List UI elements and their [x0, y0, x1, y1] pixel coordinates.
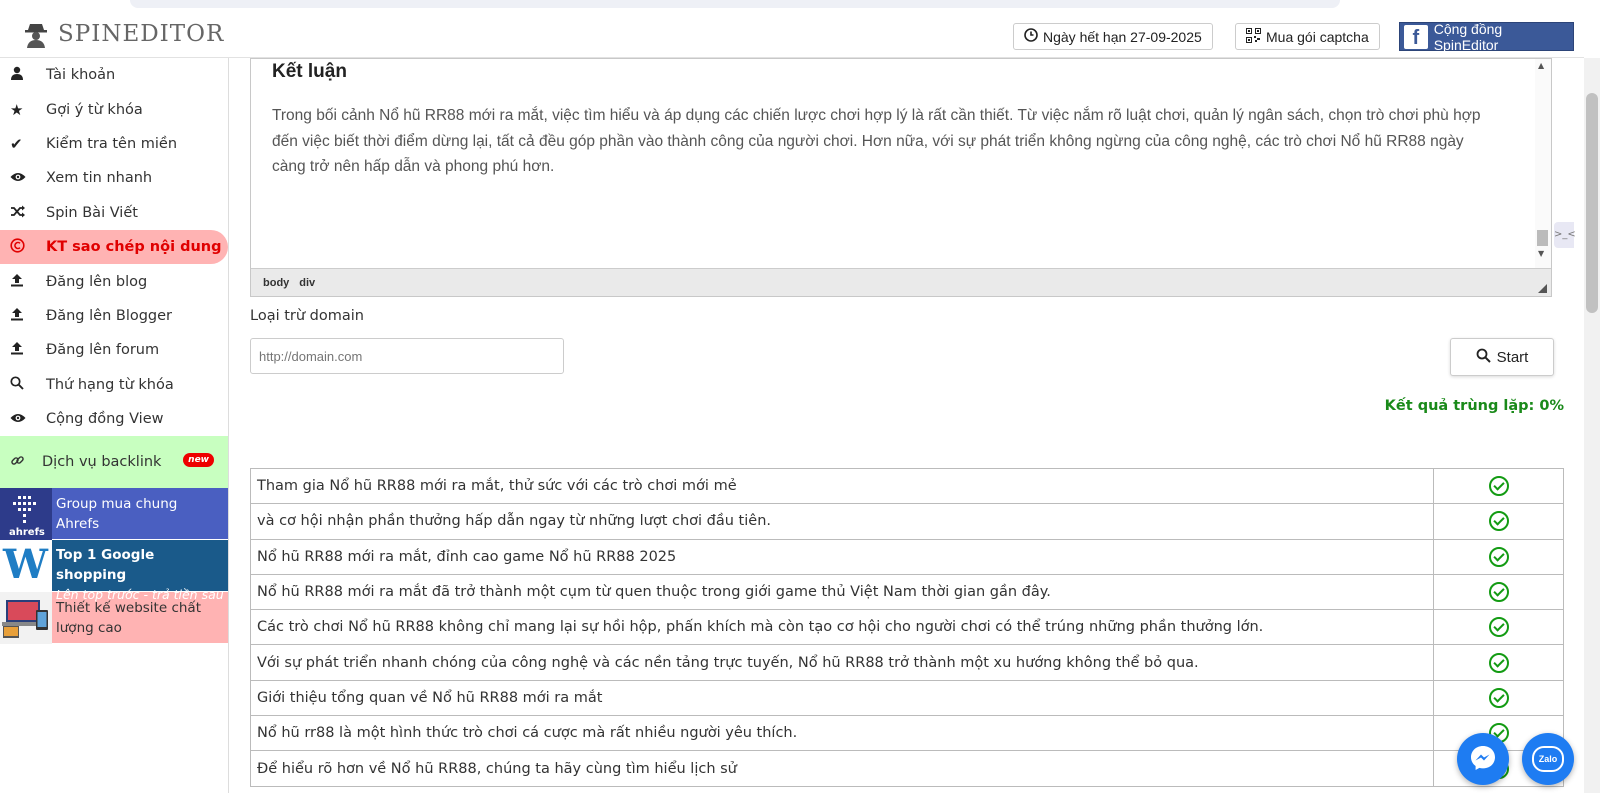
- sidebar-item-copy-check[interactable]: [0, 230, 228, 264]
- sidebar: [0, 58, 229, 793]
- sidebar-item-label: Spin Bài Viết: [46, 204, 138, 221]
- expiry-button[interactable]: [1013, 23, 1213, 50]
- top-header: [0, 14, 1584, 58]
- browser-top-strip: [0, 0, 1600, 14]
- promo-google-shopping[interactable]: [0, 540, 228, 603]
- sentence-cell: Với sự phát triển nhanh chóng của công nghệ và các nền tảng trực tuyến, Nổ hũ RR88 trở thành một xu hướng không thể bỏ qua.: [251, 645, 1434, 680]
- start-button[interactable]: [1450, 338, 1554, 376]
- zalo-button[interactable]: [1522, 733, 1574, 785]
- sidebar-item-label: Đăng lên Blogger: [46, 307, 173, 324]
- exclude-domain-input[interactable]: [250, 338, 564, 374]
- sidebar-item-post-blogger[interactable]: [0, 299, 228, 333]
- check-circle-icon: [1489, 582, 1509, 602]
- community-label: Cộng đồng SpinEditor: [1433, 20, 1503, 53]
- user-icon: [10, 66, 46, 84]
- sentence-cell: Để hiểu rõ hơn về Nổ hũ RR88, chúng ta hãy cùng tìm hiểu lịch sử: [251, 751, 1434, 786]
- captcha-label: Mua gói captcha: [1266, 28, 1369, 45]
- sentence-cell: Giới thiệu tổng quan về Nổ hũ RR88 mới ra mắt: [251, 680, 1434, 715]
- status-cell: [1434, 539, 1564, 574]
- check-circle-icon: [1489, 617, 1509, 637]
- expiry-label: Ngày hết hạn 27-09-2025: [1043, 28, 1202, 45]
- sidebar-item-label: Gợi ý từ khóa: [46, 101, 143, 118]
- facebook-icon: f: [1404, 25, 1428, 49]
- sentence-cell: Các trò chơi Nổ hũ RR88 không chỉ mang lại sự hồi hộp, phấn khích mà còn tạo cơ hội cho người chơi có thể trúng những phần thưởng lớn.: [251, 610, 1434, 645]
- page-scroll-thumb[interactable]: [1586, 93, 1598, 313]
- w-logo: [0, 540, 52, 592]
- status-cell: [1434, 469, 1564, 504]
- editor-scroll-thumb[interactable]: [1537, 230, 1548, 246]
- status-cell: [1434, 645, 1564, 680]
- upload-icon: [10, 273, 46, 291]
- side-tab-toggle[interactable]: >_<: [1554, 222, 1574, 248]
- promo-title: Group mua chung Ahrefs: [56, 495, 178, 532]
- sidebar-item-label: Xem tin nhanh: [46, 170, 153, 187]
- sidebar-item-label: Thứ hạng từ khóa: [46, 376, 174, 393]
- table-row: [251, 645, 1564, 680]
- page-scrollbar[interactable]: [1584, 58, 1600, 793]
- scroll-down-arrow-icon[interactable]: ▼: [1538, 249, 1545, 258]
- editor-body: Trong bối cảnh Nổ hũ RR88 mới ra mắt, việc tìm hiểu và áp dụng các chiến lược chơi hợp lý là rất cần thiết. Từ việc nắm rõ luật chơi, quản lý ngân sách, chọn trò chơi phù hợp đến việc biết thời điểm dừng lại, tất cả đều góp phần vào thành công của người chơi. Hơn nữa, với sự phát triển không ngừng của công nghệ, các trò chơi Nổ hũ RR88 ngày càng trở nên hấp dẫn và phong phú hơn.: [272, 107, 1481, 175]
- buy-captcha-button[interactable]: [1235, 23, 1380, 50]
- ahrefs-logo-text: ahrefs: [9, 527, 45, 539]
- sidebar-item-label: Tài khoản: [46, 67, 116, 84]
- sidebar-item-label: KT sao chép nội dung: [46, 239, 222, 256]
- sidebar-item-post-forum[interactable]: [0, 333, 228, 367]
- status-cell: [1434, 680, 1564, 715]
- shuffle-icon: [10, 204, 46, 222]
- messenger-button[interactable]: [1457, 733, 1509, 785]
- promo-text: [52, 540, 228, 603]
- promo-title: Thiết kế website chất lượng cao: [56, 600, 201, 637]
- check-circle-icon: [1489, 653, 1509, 673]
- link-icon: [10, 453, 42, 472]
- path-body[interactable]: body: [263, 276, 290, 289]
- zalo-icon: [1532, 746, 1564, 772]
- sidebar-item-account[interactable]: [0, 58, 228, 92]
- check-circle-icon: [1489, 511, 1509, 531]
- messenger-icon: [1469, 744, 1497, 775]
- search-icon: [1476, 348, 1491, 367]
- status-cell: [1434, 574, 1564, 609]
- resize-handle-icon[interactable]: [1538, 284, 1547, 293]
- status-cell: [1434, 610, 1564, 645]
- sidebar-item-label: Đăng lên forum: [46, 342, 160, 359]
- sidebar-item-label: Kiểm tra tên miền: [46, 135, 178, 152]
- promo-title: Top 1 Google shopping: [56, 547, 155, 584]
- sidebar-item-quick-news[interactable]: [0, 161, 228, 195]
- table-row: [251, 574, 1564, 609]
- search-icon: [10, 376, 46, 394]
- sidebar-item-label: Đăng lên blog: [46, 273, 148, 290]
- sidebar-item-label: Cộng đồng View: [46, 411, 164, 428]
- editor-heading: Kết luận: [272, 61, 347, 82]
- w-logo-text: W: [3, 541, 48, 589]
- upload-icon: [10, 341, 46, 359]
- spy-logo-icon: [24, 20, 48, 48]
- sidebar-item-domain-check[interactable]: [0, 127, 228, 161]
- star-icon: ★: [10, 100, 24, 119]
- ahrefs-logo: [0, 488, 52, 540]
- check-circle-icon: [1489, 688, 1509, 708]
- backlink-label: Dịch vụ backlink: [42, 454, 162, 471]
- status-cell: [1434, 504, 1564, 539]
- eye-icon: [10, 169, 46, 187]
- sentence-cell: Nổ hũ rr88 là một hình thức trò chơi cá cược mà rất nhiều người yêu thích.: [251, 716, 1434, 751]
- table-row: [251, 751, 1564, 786]
- table-row: [251, 469, 1564, 504]
- sentence-cell: Tham gia Nổ hũ RR88 mới ra mắt, thử sức với các trò chơi mới mẻ: [251, 469, 1434, 504]
- sidebar-item-community-view[interactable]: [0, 402, 228, 436]
- copyright-icon: [10, 238, 46, 257]
- promo-subtitle: Lên top trước - trả tiền sau: [56, 587, 224, 603]
- sentence-cell: và cơ hội nhận phần thưởng hấp dẫn ngay từ những lượt chơi đầu tiên.: [251, 504, 1434, 539]
- logo-text: SPINEDITOR: [58, 21, 225, 47]
- editor-scrollbar[interactable]: [1535, 59, 1551, 268]
- zalo-label: Zalo: [1538, 754, 1558, 764]
- check-circle-icon: [1489, 547, 1509, 567]
- exclude-domain-label: Loại trừ domain: [250, 308, 364, 324]
- sidebar-item-spin-article[interactable]: [0, 196, 228, 230]
- check-circle-icon: [1489, 476, 1509, 496]
- sidebar-item-keyword-suggest[interactable]: [0, 92, 228, 126]
- new-badge: new: [183, 453, 214, 467]
- upload-icon: [10, 307, 46, 325]
- qr-code-icon: [1246, 28, 1261, 46]
- clock-icon: [1024, 28, 1038, 45]
- content-editor[interactable]: [250, 58, 1552, 297]
- path-div[interactable]: div: [299, 276, 316, 289]
- scroll-up-arrow-icon[interactable]: ▲: [1538, 61, 1545, 70]
- results-table: [250, 468, 1564, 787]
- table-row: [251, 504, 1564, 539]
- table-row: [251, 680, 1564, 715]
- spineditor-community-button[interactable]: [1399, 22, 1574, 51]
- sentence-cell: Nổ hũ RR88 mới ra mắt đã trở thành một cụm từ quen thuộc trong giới game thủ Việt Nam thời gian gần đây.: [251, 574, 1434, 609]
- promo-ahrefs-group[interactable]: [0, 488, 228, 540]
- check-icon: ✔: [10, 134, 23, 153]
- address-bar-edge: [130, 0, 1340, 8]
- eye-icon: [10, 410, 46, 428]
- editor-status-bar: [251, 268, 1551, 296]
- promo-website-design[interactable]: [0, 592, 228, 644]
- duplicate-result: Kết quả trùng lặp: 0%: [1384, 398, 1564, 414]
- logo[interactable]: [24, 20, 224, 48]
- table-row: [251, 539, 1564, 574]
- sidebar-item-keyword-rank[interactable]: [0, 368, 228, 402]
- sentence-cell: Nổ hũ RR88 mới ra mắt, đỉnh cao game Nổ hũ RR88 2025: [251, 539, 1434, 574]
- sidebar-item-backlink-service[interactable]: [0, 436, 228, 488]
- start-label: Start: [1496, 348, 1529, 366]
- devices-image: [0, 592, 52, 644]
- table-row: [251, 716, 1564, 751]
- sidebar-item-post-blog[interactable]: [0, 264, 228, 298]
- table-row: [251, 610, 1564, 645]
